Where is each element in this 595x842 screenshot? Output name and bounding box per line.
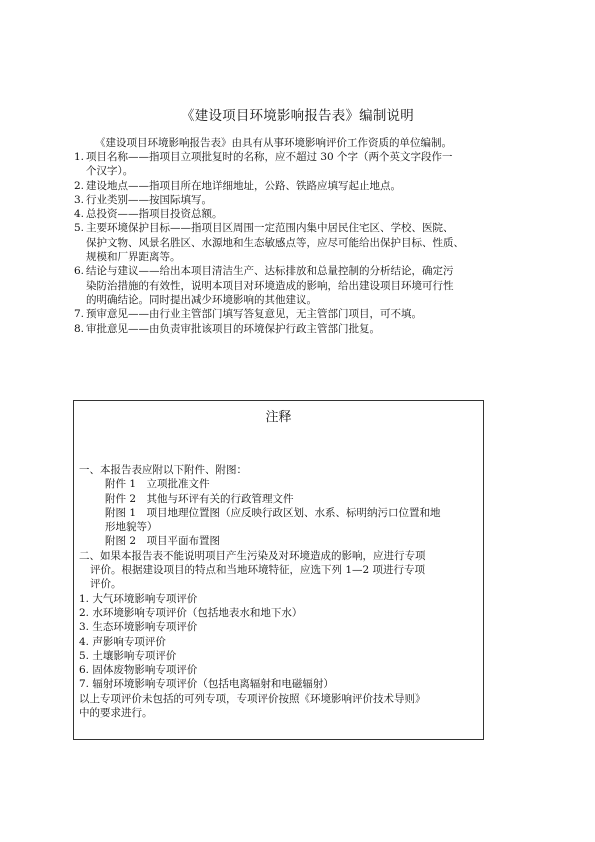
item-number: 2. [74,179,85,192]
item-text: 规模和厂界距离等。 [86,251,181,264]
item-number: 1. [74,151,85,163]
notes-section-2-cont: 评价。根据建设项目的特点和当地环境特征，应选下列 1—2 项进行专项 [90,564,426,577]
item-number: 8. [74,322,85,335]
special-evaluation-item: 4. 声影响专项评价 [79,635,166,648]
item-number: 5. [74,222,85,235]
special-evaluation-item: 3. 生态环境影响专项评价 [79,621,198,634]
list-item [74,307,514,321]
instructions-list [74,150,514,336]
item-text: 项目名称——指项目立项批复时的名称，应不超过 30 个字（两个英文字段作一 [86,151,453,163]
list-item [74,264,514,307]
list-item [74,207,514,221]
page-title: 《建设项目环境影响报告表》编制说明 [181,108,414,124]
item-text: 审批意见——由负责审批该项目的环境保护行政主管部门批复。 [86,322,380,335]
attachment-1: 附件 1 立项批准文件 [105,478,210,491]
notes-body [79,463,479,720]
attachment-2: 附件 2 其他与环评有关的行政管理文件 [105,492,294,505]
notes-section-2: 二、如果本报告表不能说明项目产生污染及对环境造成的影响，应进行专项 [79,549,426,562]
item-text: 行业类别——按国际填写。 [86,193,212,206]
item-text: 结论与建议——给出本项目清洁生产、达标排放和总量控制的分析结论，确定污 [86,265,454,278]
item-number: 4. [74,208,85,221]
closing-note-cont: 中的要求进行。 [79,707,153,720]
notes-box [73,400,484,740]
list-item [74,221,514,264]
notes-title: 注释 [265,410,292,425]
figure-2: 附图 2 项目平面布置图 [105,535,221,548]
intro-text: 《建设项目环境影响报告表》由具有从事环境影响评价工作资质的单位编制。 [95,137,452,149]
special-evaluation-item: 5. 土壤影响专项评价 [79,649,177,662]
figure-1: 附图 1 项目地理位置图（应反映行政区划、水系、标明纳污口位置和地 [105,506,441,519]
special-evaluation-item: 2. 水环境影响专项评价（包括地表水和地下水） [79,606,303,619]
item-text: 预审意见——由行业主管部门填写答复意见，无主管部门项目，可不填。 [86,308,422,321]
item-text: 总投资——指项目投资总额。 [86,208,223,221]
item-text: 个汉字）。 [86,165,134,178]
item-number: 7. [74,308,85,321]
item-text: 保护文物、风景名胜区、水源地和生态敏感点等，应尽可能给出保护目标、性质、 [86,236,464,249]
list-item [74,179,514,193]
notes-section-1: 一、本报告表应附以下附件、附图： [79,464,247,476]
item-text: 建设地点——指项目所在地详细地址，公路、铁路应填写起止地点。 [86,179,401,192]
closing-note: 以上专项评价未包括的可列专项，专项评价按照《环境影响评价技术导则》 [79,692,426,705]
special-evaluation-item: 7. 辐射环境影响专项评价（包括电离辐射和电磁辐射） [79,678,334,691]
item-text: 染防治措施的有效性，说明本项目对环境造成的影响，给出建设项目环境可行性 [86,279,454,292]
item-number: 3. [74,193,85,206]
figure-1-cont: 形地貌等） [105,521,158,534]
list-item [74,150,514,179]
list-item [74,322,514,336]
notes-section-2-cont: 评价。 [90,578,122,591]
item-text: 的明确结论。同时提出减少环境影响的其他建议。 [86,293,317,306]
item-number: 6. [74,265,85,278]
list-item [74,193,514,207]
special-evaluation-item: 6. 固体废物影响专项评价 [79,664,198,677]
special-evaluation-item: 1. 大气环境影响专项评价 [79,592,198,605]
item-text: 主要环境保护目标——指项目区周围一定范围内集中居民住宅区、学校、医院、 [86,222,454,235]
